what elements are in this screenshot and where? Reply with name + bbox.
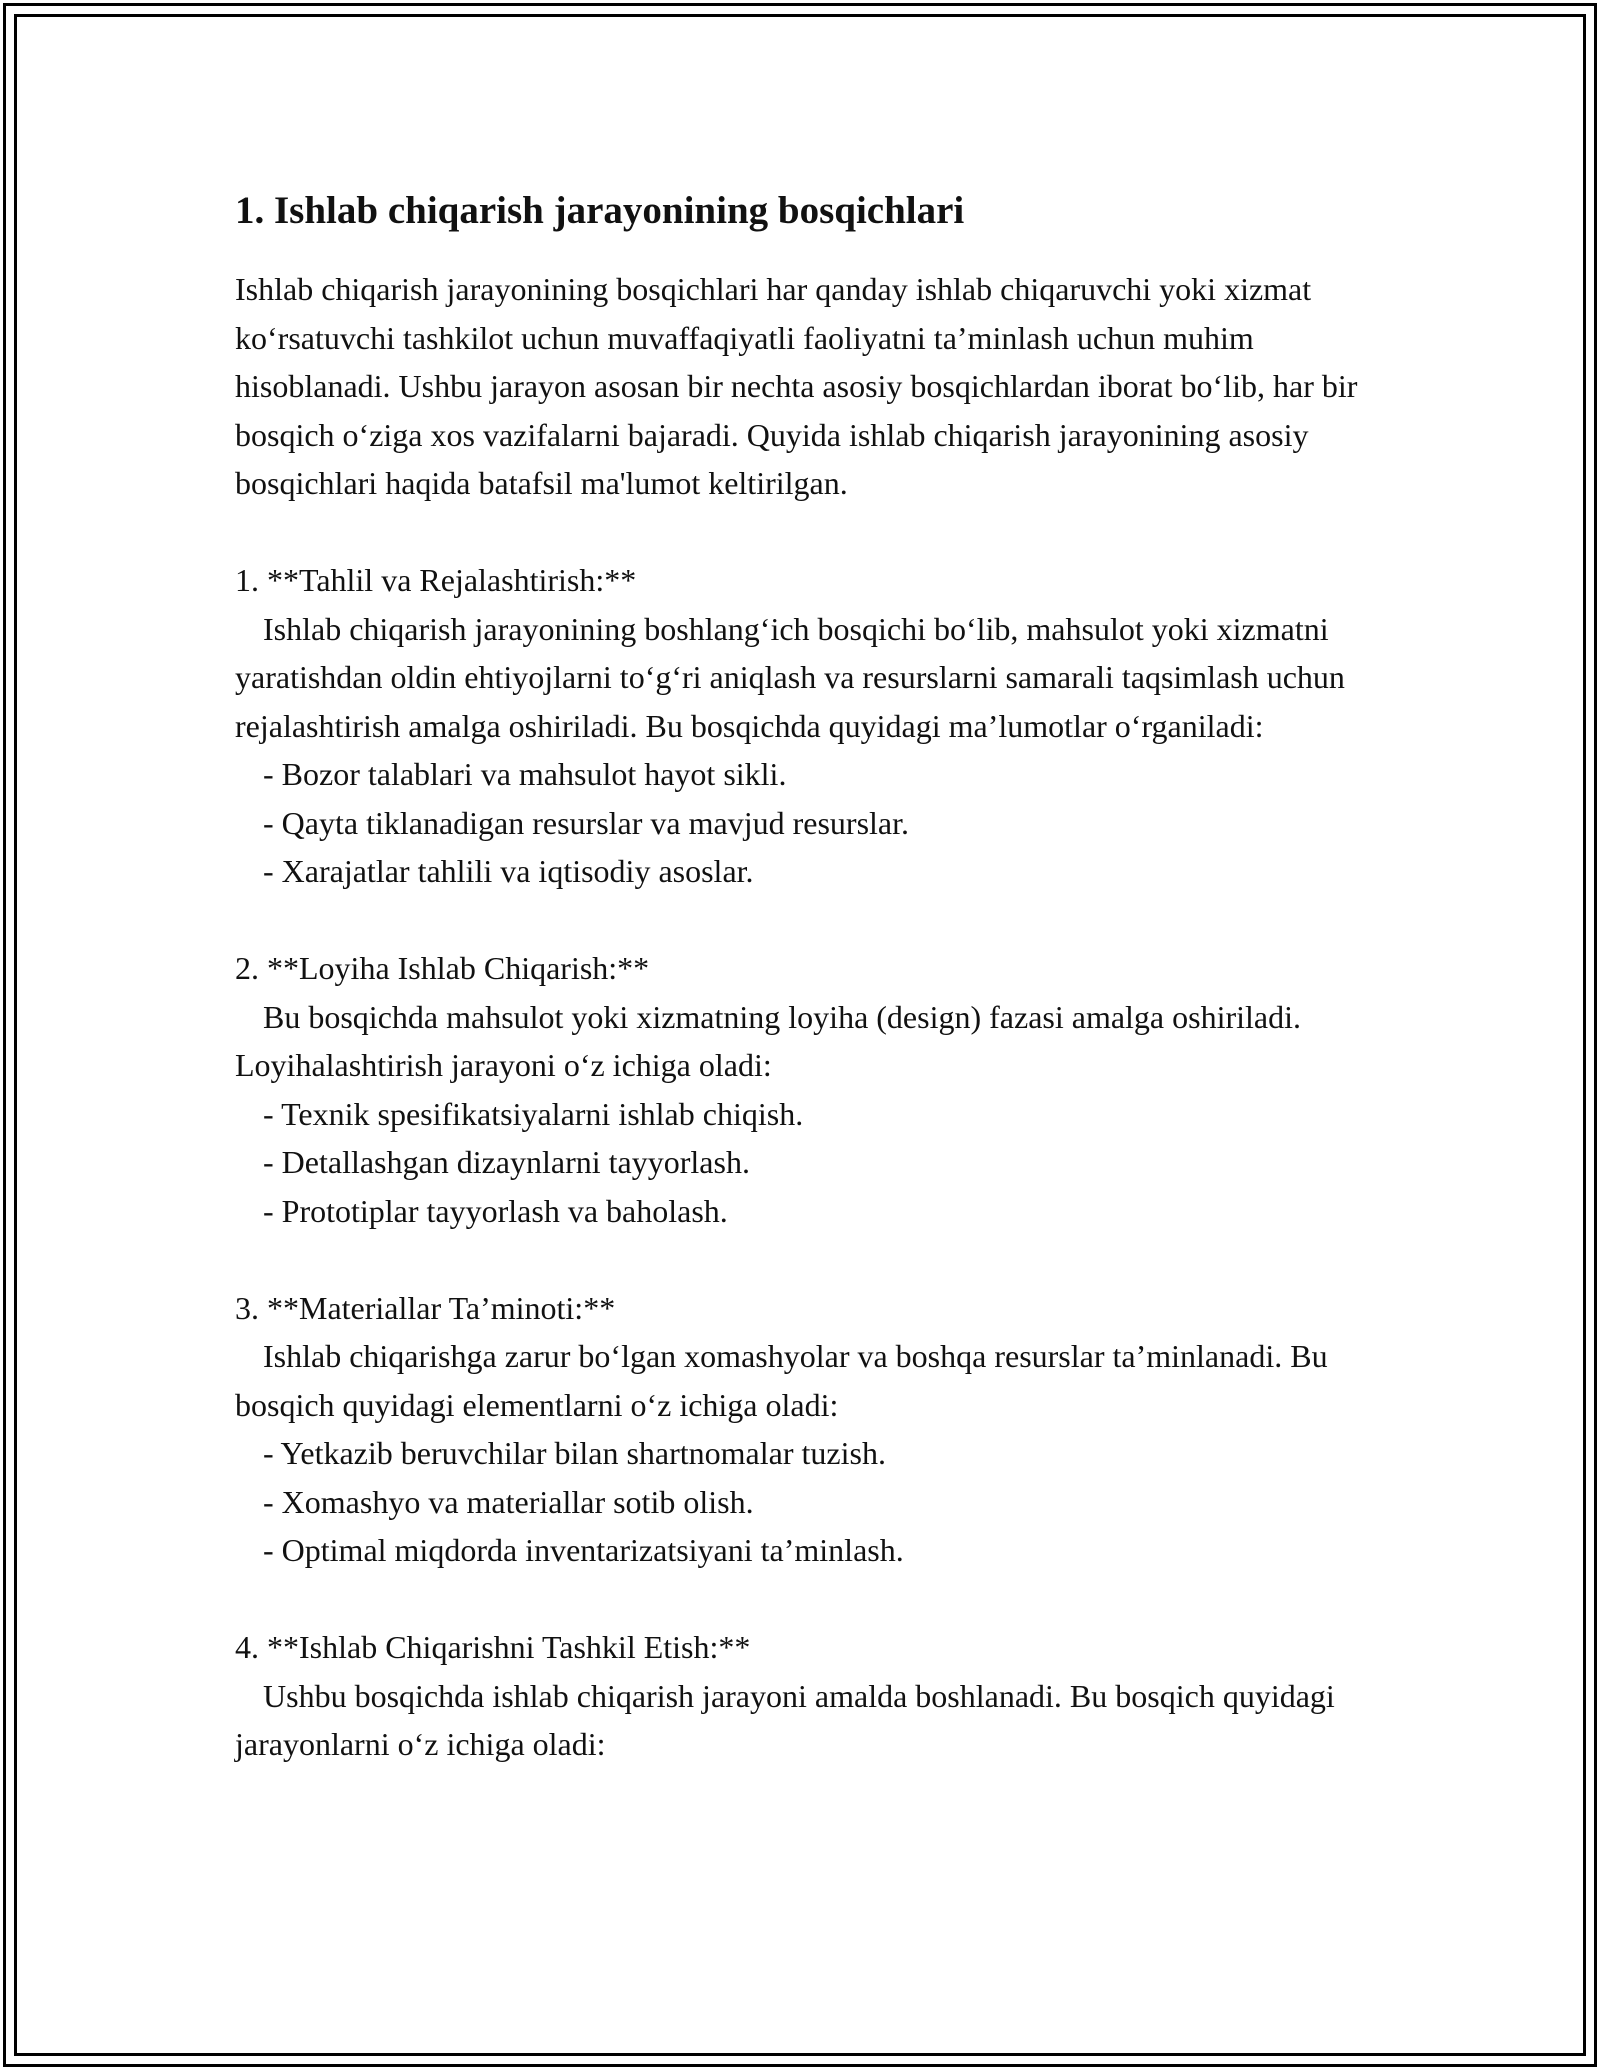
list-item: - Optimal miqdorda inventarizatsiyani ta’minlash. (263, 1532, 904, 1568)
section-heading: 1. **Tahlil va Rejalashtirish:** (235, 562, 637, 598)
list-item: - Bozor talablari va mahsulot hayot sikli. (263, 756, 787, 792)
list-item: - Texnik spesifikatsiyalarni ishlab chiqish. (263, 1095, 804, 1132)
document-title: 1. Ishlab chiqarish jarayonining bosqichlari (235, 189, 965, 232)
section-body: Bu bosqichda mahsulot yoki xizmatning loyiha (design) fazasi amalga oshiriladi. Loyihalashtirish jarayoni o‘z ichiga oladi: (235, 998, 1301, 1083)
list-item: - Xomashyo va materiallar sotib olish. (263, 1483, 754, 1520)
list-item: - Yetkazib beruvchilar bilan shartnomalar tuzish. (263, 1435, 886, 1471)
list-item: - Detallashgan dizaynlarni tayyorlash. (263, 1144, 750, 1180)
section-heading: 3. **Materiallar Ta’minoti:** (235, 1289, 616, 1326)
intro-paragraph: Ishlab chiqarish jarayonining bosqichlari har qanday ishlab chiqaruvchi yoki xizmat ko‘rsatuvchi tashkilot uchun muvaffaqiyatli faoliyatni ta’minlash uchun muhim hisoblanadi. Ushbu jarayon asosan bir nechta asosiy bosqichlardan iborat bo‘lib, har bir bosqich o‘ziga xos vazifalarni bajaradi. Quyida ishlab chiqarish jarayonining asosiy bosqichlari haqida batafsil ma'lumot keltirilgan. (235, 271, 1358, 501)
section-1 (235, 556, 1415, 896)
section-2 (235, 944, 1415, 1235)
document-content (235, 185, 1415, 1769)
section-3 (235, 1284, 1415, 1575)
list-item: - Xarajatlar tahlili va iqtisodiy asoslar. (263, 853, 754, 889)
list-item: - Qayta tiklanadigan resurslar va mavjud resurslar. (263, 804, 909, 841)
section-body: Ushbu bosqichda ishlab chiqarish jarayoni amalda boshlanadi. Bu bosqich quyidagi jarayonlarni o‘z ichiga oladi: (235, 1677, 1335, 1762)
section-body: Ishlab chiqarish jarayonining boshlang‘ich bosqichi bo‘lib, mahsulot yoki xizmatni yaratishdan oldin ehtiyojlarni to‘g‘ri aniqlash va resurslarni samarali taqsimlash uchun rejalashtirish amalga oshiriladi. Bu bosqichda quyidagi ma’lumotlar o‘rganiladi: (235, 610, 1345, 744)
section-heading: 2. **Loyiha Ishlab Chiqarish:** (235, 950, 650, 986)
section-heading: 4. **Ishlab Chiqarishni Tashkil Etish:** (235, 1629, 751, 1665)
section-body: Ishlab chiqarishga zarur bo‘lgan xomashyolar va boshqa resurslar ta’minlanadi. Bu bosqich quyidagi elementlarni o‘z ichiga oladi: (235, 1338, 1328, 1423)
section-4 (235, 1623, 1415, 1769)
list-item: - Prototiplar tayyorlash va baholash. (263, 1192, 728, 1229)
